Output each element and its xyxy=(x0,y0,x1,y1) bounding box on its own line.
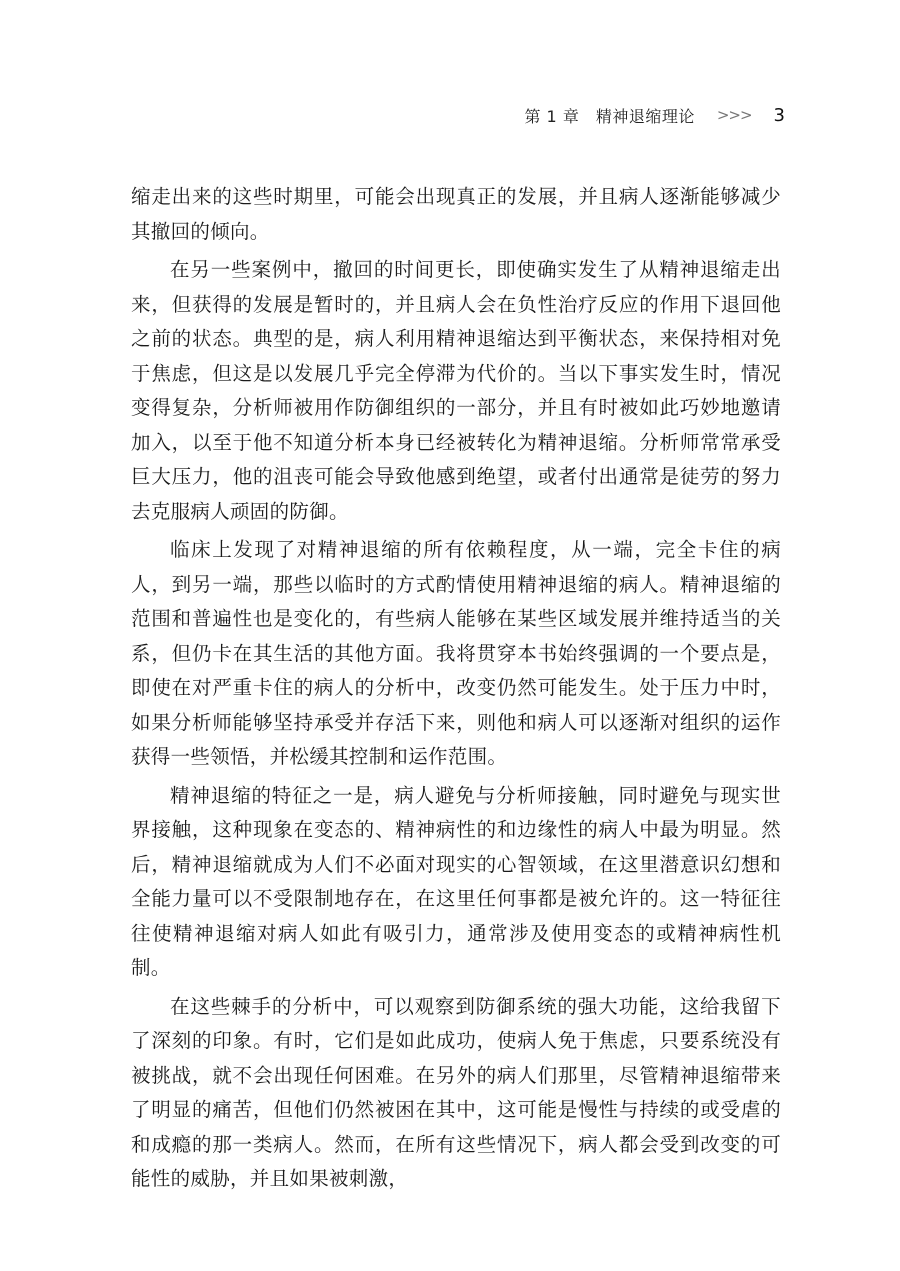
page-number: 3 xyxy=(773,104,785,126)
body-text xyxy=(131,180,781,1197)
paragraph: 在这些棘手的分析中，可以观察到防御系统的强大功能，这给我留下了深刻的印象。有时，它们是如此成功，使病人免于焦虑，只要系统没有被挑战，就不会出现任何困难。在另外的病人们那里，尽管精神退缩带来了明显的痛苦，但他们仍然被困在其中，这可能是慢性与持续的或受虐的和成瘾的那一类病人。然而，在所有这些情况下，病人都会受到改变的可能性的威胁，并且如果被刺激， xyxy=(131,994,781,1190)
chapter-title: 第 1 章 精神退缩理论 xyxy=(524,106,695,126)
paragraph: 缩走出来的这些时期里，可能会出现真正的发展，并且病人逐渐能够减少其撤回的倾向。 xyxy=(131,185,781,243)
paragraph: 在另一些案例中，撤回的时间更长，即使确实发生了从精神退缩走出来，但获得的发展是暂时的，并且病人会在负性治疗反应的作用下退回他之前的状态。典型的是，病人利用精神退缩达到平衡状态，来保持相对免于焦虑，但这是以发展几乎完全停滞为代价的。当以下事实发生时，情况变得复杂，分析师被用作防御组织的一部分，并且有时被如此巧妙地邀请加入，以至于他不知道分析本身已经被转化为精神退缩。分析师常常承受巨大压力，他的沮丧可能会导致他感到绝望，或者付出通常是徒劳的努力去克服病人顽固的防御。 xyxy=(131,258,781,523)
paragraph: 精神退缩的特征之一是，病人避免与分析师接触，同时避免与现实世界接触，这种现象在变态的、精神病性的和边缘性的病人中最为明显。然后，精神退缩就成为人们不必面对现实的心智领域，在这里潜意识幻想和全能力量可以不受限制地存在，在这里任何事都是被允许的。这一特征往往使精神退缩对病人如此有吸引力，通常涉及使用变态的或精神病性机制。 xyxy=(131,783,781,979)
running-head xyxy=(524,103,785,127)
paragraph: 临床上发现了对精神退缩的所有依赖程度，从一端，完全卡住的病人，到另一端，那些以临时的方式酌情使用精神退缩的病人。精神退缩的范围和普遍性也是变化的，有些病人能够在某些区域发展并维持适当的关系，但仍卡在其生活的其他方面。我将贯穿本书始终强调的一个要点是，即使在对严重卡住的病人的分析中，改变仍然可能发生。处于压力中时，如果分析师能够坚持承受并存活下来，则他和病人可以逐渐对组织的运作获得一些领悟，并松缓其控制和运作范围。 xyxy=(131,538,781,768)
chevrons-icon: >>> xyxy=(716,106,752,124)
